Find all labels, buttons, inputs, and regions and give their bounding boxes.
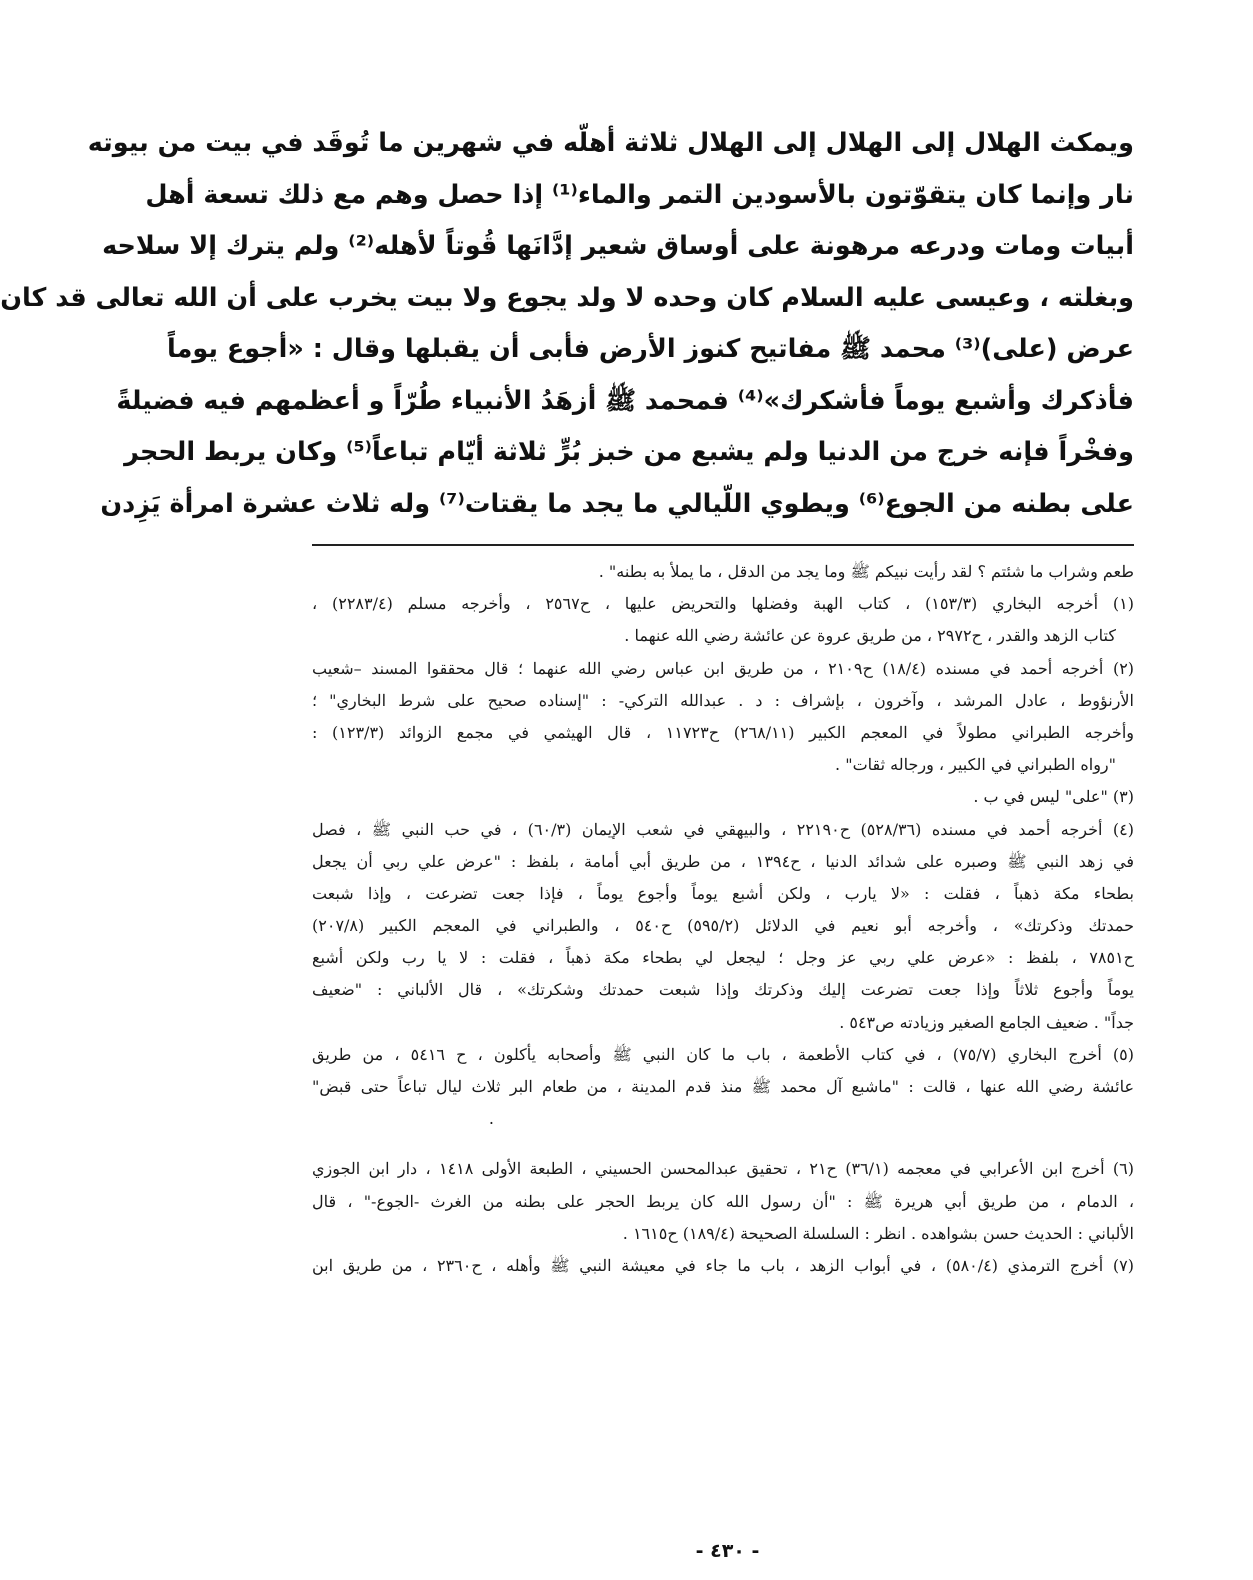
footnote-line: عائشة رضي الله عنها ، قالت : "ماشبع آل محمد ﷺ منذ قدم المدينة ، من طعام البر ثلاث ليال تباعاً حتى قبض" <box>312 1077 1134 1096</box>
footnote-4 <box>312 814 1134 1039</box>
footnote-6 <box>312 1153 1134 1250</box>
footnote-line: كتاب الزهد والقدر ، ح٢٩٧٢ ، من طريق عروة عن عائشة رضي الله عنهما . <box>624 626 1116 646</box>
footnote-line: "رواه الطبراني في الكبير ، ورجاله ثقات" . <box>835 755 1116 775</box>
footnote-gap <box>312 1135 1134 1153</box>
main-text-line: ويمكث الهلال إلى الهلال إلى الهلال ثلاثة أهلّه في شهرين ما تُوقَد في بيت من بيوته <box>87 128 1134 158</box>
footnote-5 <box>312 1039 1134 1136</box>
main-text-line: أبيات ومات ودرعه مرهونة على أوساق شعير إدَّانَها قُوتاً لأهله⁽²⁾ ولم يترك إلا سلاحه <box>102 231 1134 261</box>
footnote-line: (٦) أخرج ابن الأعرابي في معجمه (٣٦/١) ح٢١ ، تحقيق عبدالمحسن الحسيني ، الطبعة الأولى ١٤١٨ ، دار ابن الجوزي <box>312 1159 1135 1179</box>
footnote-line: بطحاء مكة ذهباً ، فقلت : «لا يارب ، ولكن أشبع يوماً وأجوع يوماً ، فإذا جعت تضرعت ، وإذا شبعت <box>312 883 1134 903</box>
footnote-3 <box>312 781 1134 813</box>
main-text-line: وفخْراً فإنه خرج من الدنيا ولم يشبع من خبز بُرٍّ ثلاثة أيّام تباعاً⁽⁵⁾ وكان يربط الحجر <box>124 437 1134 467</box>
footnote-2 <box>312 653 1134 782</box>
main-text-line: فأذكرك وأشبع يوماً فأشكرك»⁽⁴⁾ فمحمد ﷺ أزهَدُ الأنبياء طُرّاً و أعظمهم فيه فضيلةً <box>116 385 1134 416</box>
main-text-block <box>0 118 1134 530</box>
page-number: - ٤٣٠ - <box>695 1540 760 1562</box>
footnote-line: (١) أخرجه البخاري (١٥٣/٣) ، كتاب الهبة وفضلها والتحريض عليها ، ح٢٥٦٧ ، وأخرجه مسلم (٢٢٨٣/٤) ، <box>312 594 1135 614</box>
main-text-line: عرض (على)⁽³⁾ محمد ﷺ مفاتيح كنوز الأرض فأبى أن يقبلها وقال : «أجوع يوماً <box>167 334 1134 364</box>
footnote-line: الألباني : الحديث حسن بشواهده . انظر : السلسلة الصحيحة (١٨٩/٤) ح١٦١٥ . <box>622 1223 1134 1243</box>
footnote-line: (٣) "على" ليس في ب . <box>973 787 1134 807</box>
footnote-line: يوماً وأجوع ثلاثاً وإذا جعت تضرعت إليك وذكرتك وإذا شبعت حمدتك وشكرتك» ، قال الألباني : "ضعيف <box>312 980 1134 1000</box>
footnote-line: (٧) أخرج الترمذي (٥٨٠/٤) ، في أبواب الزهد ، باب ما جاء في معيشة النبي ﷺ وأهله ، ح٢٣٦٠ ، من طريق ابن <box>312 1255 1134 1275</box>
footnote-line: ح٧٨٥١ ، بلفظ : «عرض علي ربي عز وجل ؛ ليجعل لي بطحاء مكة ذهباً ، فقلت : لا يا رب ولكن أشبع <box>312 948 1134 968</box>
footnote-line: وأخرجه الطبراني مطولاً في المعجم الكبير (٢٦٨/١١) ح١١٧٢٣ ، قال الهيثمي في مجمع الزوائد (١٢٣/٣) : <box>312 722 1134 742</box>
footnote-line: (٤) أخرجه أحمد في مسنده (٥٢٨/٣٦) ح٢٢١٩٠ ، والبيهقي في شعب الإيمان (٦٠/٣) ، في حب النبي ﷺ ، فصل <box>312 819 1135 839</box>
footnote-line: الأرنؤوط ، عادل المرشد ، وآخرون ، بإشراف : د . عبدالله التركي- : "إسناده صحيح على شرط البخاري" ؛ <box>312 690 1135 710</box>
page-body <box>0 118 1135 1282</box>
footnotes-block <box>312 556 1134 1282</box>
footnote-line: حمدتك وذكرتك» ، وأخرجه أبو نعيم في الدلائل (٥٩٥/٢) ح٥٤٠ ، والطبراني في المعجم الكبير (٢٠٧/٨) <box>312 916 1134 936</box>
footnote-7 <box>312 1250 1134 1282</box>
footnote-line: في زهد النبي ﷺ وصبره على شدائد الدنيا ، ح١٣٩٤ ، من طريق أبي أمامة ، بلفظ : "عرض علي ربي أن يجعل <box>312 851 1134 871</box>
main-text-line: وبغلته ، وعيسى عليه السلام كان وحده لا ولد يجوع ولا بيت يخرب على أن الله تعالى قد كان <box>0 282 1134 313</box>
footnote-carry-over: طعم وشراب ما شئتم ؟ لقد رأيت نبيكم ﷺ وما يجد من الدقل ، ما يملأ به بطنه" . <box>598 562 1134 581</box>
main-text-line: نار وإنما كان يتقوّتون بالأسودين التمر والماء⁽¹⁾ إذا حصل وهم مع ذلك تسعة أهل <box>145 179 1134 210</box>
footnote-line: (٥) أخرج البخاري (٧٥/٧) ، في كتاب الأطعمة ، باب ما كان النبي ﷺ وأصحابه يأكلون ، ح ٥٤١٦ ، من طريق <box>312 1044 1134 1064</box>
footnote-line: جداً" . ضعيف الجامع الصغير وزيادته ص٥٤٣ . <box>839 1012 1134 1032</box>
footnote-1 <box>312 588 1134 652</box>
main-text-line: على بطنه من الجوع⁽⁶⁾ ويطوي اللّيالي ما يجد ما يقتات⁽⁷⁾ وله ثلاث عشرة امرأة يَزِدن <box>100 488 1134 519</box>
footnote-line: ، الدمام ، من طريق أبي هريرة ﷺ : "أن رسول الله كان يربط الحجر على بطنه من الغرث -الجوع-" ، قال <box>312 1191 1134 1211</box>
footnote-line: (٢) أخرجه أحمد في مسنده (١٨/٤) ح٢١٠٩ ، من طريق ابن عباس رضي الله عنهما ؛ قال محققوا المسند –شعيب <box>312 658 1135 678</box>
footnote-line: . <box>488 1109 494 1129</box>
footnote-divider <box>312 544 1134 546</box>
